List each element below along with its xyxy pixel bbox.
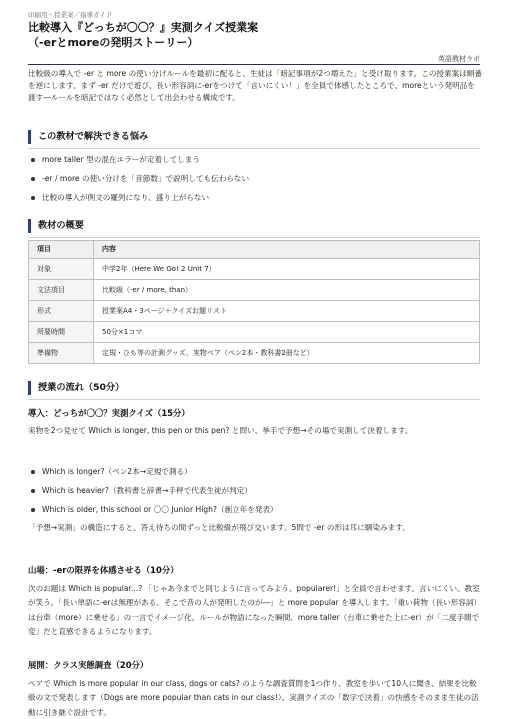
overview-table — [28, 240, 480, 364]
step-heading-climax: 山場：-erの限界を体感させる（10分） — [28, 565, 179, 575]
table-cell-value: 授業案A4・3ページ＋クイズお題リスト — [94, 301, 480, 322]
list-item: Which is older, this school or 〇〇 Junior High?（創立年を発表） — [30, 500, 480, 519]
section-heading-flow: 授業の流れ（50分） — [28, 381, 480, 395]
intro-paragraph: 比較級の導入で -er と more の使い分けルールを最初に配ると、生徒は「暗記事項が2つ増えた」と受け取ります。この授業案は順番を逆にします。まず -er だけで遊び、長い形容詞に-erをつけて「言いにくい！」を全員で体感したところで、moreという発明品を渡す―ルールを暗記ではなく必然として出会わせる構成です。 — [28, 69, 482, 103]
step-paragraph: 実物を2つ見せて Which is longer, this pen or this pen? と問い、挙手で予想→その場で実測して決着します。 — [28, 426, 413, 435]
problems-list — [30, 150, 480, 207]
title-line-1: 比較導入『どっちが〇〇？』実測クイズ授業案 — [28, 21, 259, 34]
table-row — [29, 259, 480, 280]
step-paragraph: 次のお題は Which is popular...? 「じゃあ今までと同じように言ってみよう。popularer!」と全員で言わせます。言いにくい。教室が笑う。「長い単語に-erは無理がある。そこで昔の人が発明したのが―」と more popular を導入します。「重い荷物（長い形容詞）は台車（more）に乗せる」の一言でイメージ化。ルールが物語になった瞬間、more taller（台車に乗せた上に-er）が「二度手間で変」だと直感できるようになります。 — [28, 584, 482, 637]
step-heading-intro: 導入：どっちが〇〇？実測クイズ（15分） — [28, 408, 190, 418]
column-header-content: 内容 — [94, 241, 480, 259]
list-item: Which is longer?（ペン2本→定規で測る） — [30, 462, 480, 481]
table-cell-key: 形式 — [29, 301, 94, 322]
table-cell-value: 中学2年（Here We Go! 2 Unit 7） — [94, 259, 480, 280]
title-divider — [28, 64, 480, 65]
table-row — [29, 343, 480, 364]
category-label: 印刷用・授業案／指導ガイド — [28, 11, 113, 19]
title-line-2: （-erとmoreの発明ストーリー） — [28, 35, 199, 49]
table-cell-key: 所要時間 — [29, 322, 94, 343]
step-heading-survey: 展開：クラス実態調査（20分） — [28, 660, 149, 670]
table-cell-value: 50分×1コマ — [94, 322, 480, 343]
table-cell-value: 比較級（-er / more, than） — [94, 280, 480, 301]
table-row — [29, 322, 480, 343]
column-header-item: 項目 — [29, 241, 94, 259]
table-header-row — [29, 241, 480, 259]
table-row — [29, 301, 480, 322]
brand-label: 英語教材ラボ — [438, 55, 480, 63]
list-item: Which is heavier?（教科書と辞書→手秤で代表生徒が判定） — [30, 481, 480, 500]
page-title — [28, 21, 258, 51]
table-cell-key: 文法項目 — [29, 280, 94, 301]
table-cell-key: 対象 — [29, 259, 94, 280]
section-heading-problems: この教材で解決できる悩み — [28, 130, 480, 144]
table-cell-value: 定規・ひも等の計測グッズ、実物ペア（ペン2本・教科書2冊など） — [94, 343, 480, 364]
list-item: more taller 型の混在エラーが定着してしまう — [30, 150, 480, 169]
step-note: 「予想→実測」の構造にすると、答え待ちの間ずっと比較級が飛び交います。5問で -er の形は耳に馴染みます。 — [28, 523, 410, 532]
section-heading-overview: 教材の概要 — [28, 219, 480, 233]
quiz-list — [30, 462, 480, 519]
list-item: 比較の導入が例文の羅列になり、盛り上がらない — [30, 188, 480, 207]
table-row — [29, 280, 480, 301]
list-item: -er / more の使い分けを「音節数」で説明しても伝わらない — [30, 169, 480, 188]
table-cell-key: 準備物 — [29, 343, 94, 364]
step-paragraph: ペアで Which is more popular in our class, dogs or cats? のような調査質問を1つ作り、教室を歩いて10人に聞き、結果を比較級の文で発表します（Dogs are more popular than cats in our class!）。実測クイズの「数字で決着」の快感をそのまま生徒の活動に引き継ぐ設計です。 — [28, 679, 479, 717]
